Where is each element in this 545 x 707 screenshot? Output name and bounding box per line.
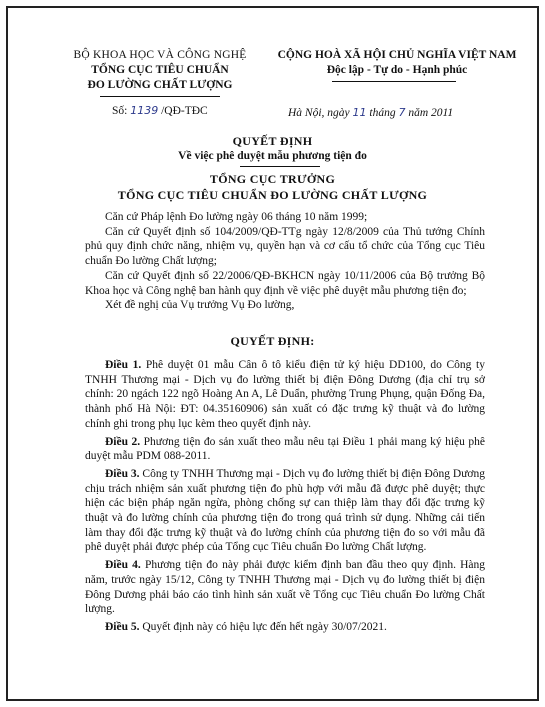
article-label: Điều 4. bbox=[105, 559, 141, 572]
preamble-paragraph: Căn cứ Quyết định số 104/2009/QĐ-TTg ngày 12/8/2009 của Thủ tướng Chính phủ quy định chức năng, nhiệm vụ, quyền hạn và cơ cấu tổ chức của Tổng cục Tiêu chuẩn Đo lường Chất lượng; bbox=[85, 225, 485, 268]
preamble-paragraph: Xét đề nghị của Vụ trưởng Vụ Đo lường, bbox=[105, 299, 295, 312]
articles bbox=[85, 358, 485, 635]
article-text: Phương tiện đo sản xuất theo mẫu nêu tại Điều 1 phải mang ký hiệu phê duyệt mẫu PDM 088-2011. bbox=[85, 435, 485, 463]
date-month-label: tháng bbox=[369, 107, 396, 119]
agency-name-line1: TỔNG CỤC TIÊU CHUẨN bbox=[91, 64, 229, 76]
article-text: Phương tiện đo này phải được kiểm định ban đầu theo quy định. Hàng năm, trước ngày 15/12, Công ty TNHH Thương mại - Dịch vụ đo lường thiết bị điện Đông Dương phải báo cáo tình hình sản xuất về Tổng cục Tiêu chuẩn Đo lường Chất lượng. bbox=[85, 559, 486, 616]
document-subtitle: Về việc phê duyệt mẫu phương tiện đo bbox=[178, 150, 367, 162]
authority-title: TỔNG CỤC TRƯỞNG bbox=[209, 172, 336, 186]
document-title: QUYẾT ĐỊNH bbox=[232, 134, 313, 148]
article-4 bbox=[85, 558, 485, 617]
issuer-underline bbox=[100, 96, 220, 97]
article-5 bbox=[85, 620, 485, 635]
article-label: Điều 5. bbox=[105, 620, 140, 633]
date-year: năm 2011 bbox=[408, 107, 454, 119]
date-month-handwritten: 7 bbox=[398, 106, 406, 119]
date-day-handwritten: 11 bbox=[352, 106, 367, 119]
doc-number-prefix: Số: bbox=[112, 105, 128, 117]
preamble-paragraph: Căn cứ Pháp lệnh Đo lường ngày 06 tháng 10 năm 1999; bbox=[105, 211, 368, 223]
preamble-paragraph: Căn cứ Quyết định số 22/2006/QĐ-BKHCN ngày 10/11/2006 của Bộ trưởng Bộ Khoa học và Công nghệ ban hành quy định về việc phê duyệt mẫu phương tiện đo; bbox=[85, 269, 485, 297]
ministry-name: BỘ KHOA HỌC VÀ CÔNG NGHỆ bbox=[73, 49, 247, 61]
article-label: Điều 2. bbox=[105, 435, 141, 448]
article-text: Công ty TNHH Thương mại - Dịch vụ đo lường thiết bị điện Đông Dương chịu trách nhiệm sản xuất phương tiện đo phù hợp với mẫu đã được phê duyệt; thực hiện các biện pháp ngăn ngừa, phòng chống sự can thiệp làm thay đổi đặc trưng kỹ thuật và đo lường chính của phương tiện đo trong quá trình sử dụng. Những cải tiến làm thay đổi đặc trưng kỹ thuật và đo lường chính của phương tiện đo so với mẫu đã phê duyệt phải được phép của Tổng cục Tiêu chuẩn Đo lường Chất lượng. bbox=[85, 467, 486, 554]
date-prefix: Hà Nội, ngày bbox=[288, 107, 350, 119]
article-2 bbox=[85, 435, 485, 464]
article-label: Điều 1. bbox=[105, 359, 142, 371]
agency-name-line2: ĐO LƯỜNG CHẤT LƯỢNG bbox=[87, 79, 233, 91]
article-text: Phê duyệt 01 mẫu Cân ô tô kiểu điện tử ký hiệu DD100, do Công ty TNHH Thương mại - Dịch vụ đo lường thiết bị điện Đông Dương (địa chỉ trụ sở chính: 20 ngách 122 ngõ Hoàng An A, Lê Duẩn, phường Trung Phụng, quận Đống Đa, thành phố Hà Nội: ĐT: 04.35160906) sản xuất có đặc trưng kỹ thuật và đo lường chính ghi trong phụ lục kèm theo quyết định này. bbox=[85, 359, 485, 430]
doc-number-handwritten: 1139 bbox=[130, 104, 159, 117]
national-header bbox=[262, 48, 532, 78]
preamble bbox=[85, 210, 485, 313]
document-number bbox=[112, 104, 208, 117]
doc-number-suffix: /QĐ-TĐC bbox=[161, 105, 208, 117]
motto-underline bbox=[332, 81, 456, 82]
article-label: Điều 3. bbox=[105, 467, 140, 480]
decision-heading: QUYẾT ĐỊNH: bbox=[230, 334, 315, 348]
article-1 bbox=[85, 358, 485, 432]
country-name: CỘNG HOÀ XÃ HỘI CHỦ NGHĨA VIỆT NAM bbox=[277, 49, 517, 61]
issuer-header bbox=[55, 48, 265, 93]
article-3 bbox=[85, 467, 485, 555]
authority-agency: TỔNG CỤC TIÊU CHUẨN ĐO LƯỜNG CHẤT LƯỢNG bbox=[117, 188, 428, 202]
document-date bbox=[288, 106, 453, 119]
article-text: Quyết định này có hiệu lực đến hết ngày 30/07/2021. bbox=[142, 620, 387, 633]
national-motto: Độc lập - Tự do - Hạnh phúc bbox=[326, 64, 468, 76]
subtitle-underline bbox=[240, 166, 320, 167]
